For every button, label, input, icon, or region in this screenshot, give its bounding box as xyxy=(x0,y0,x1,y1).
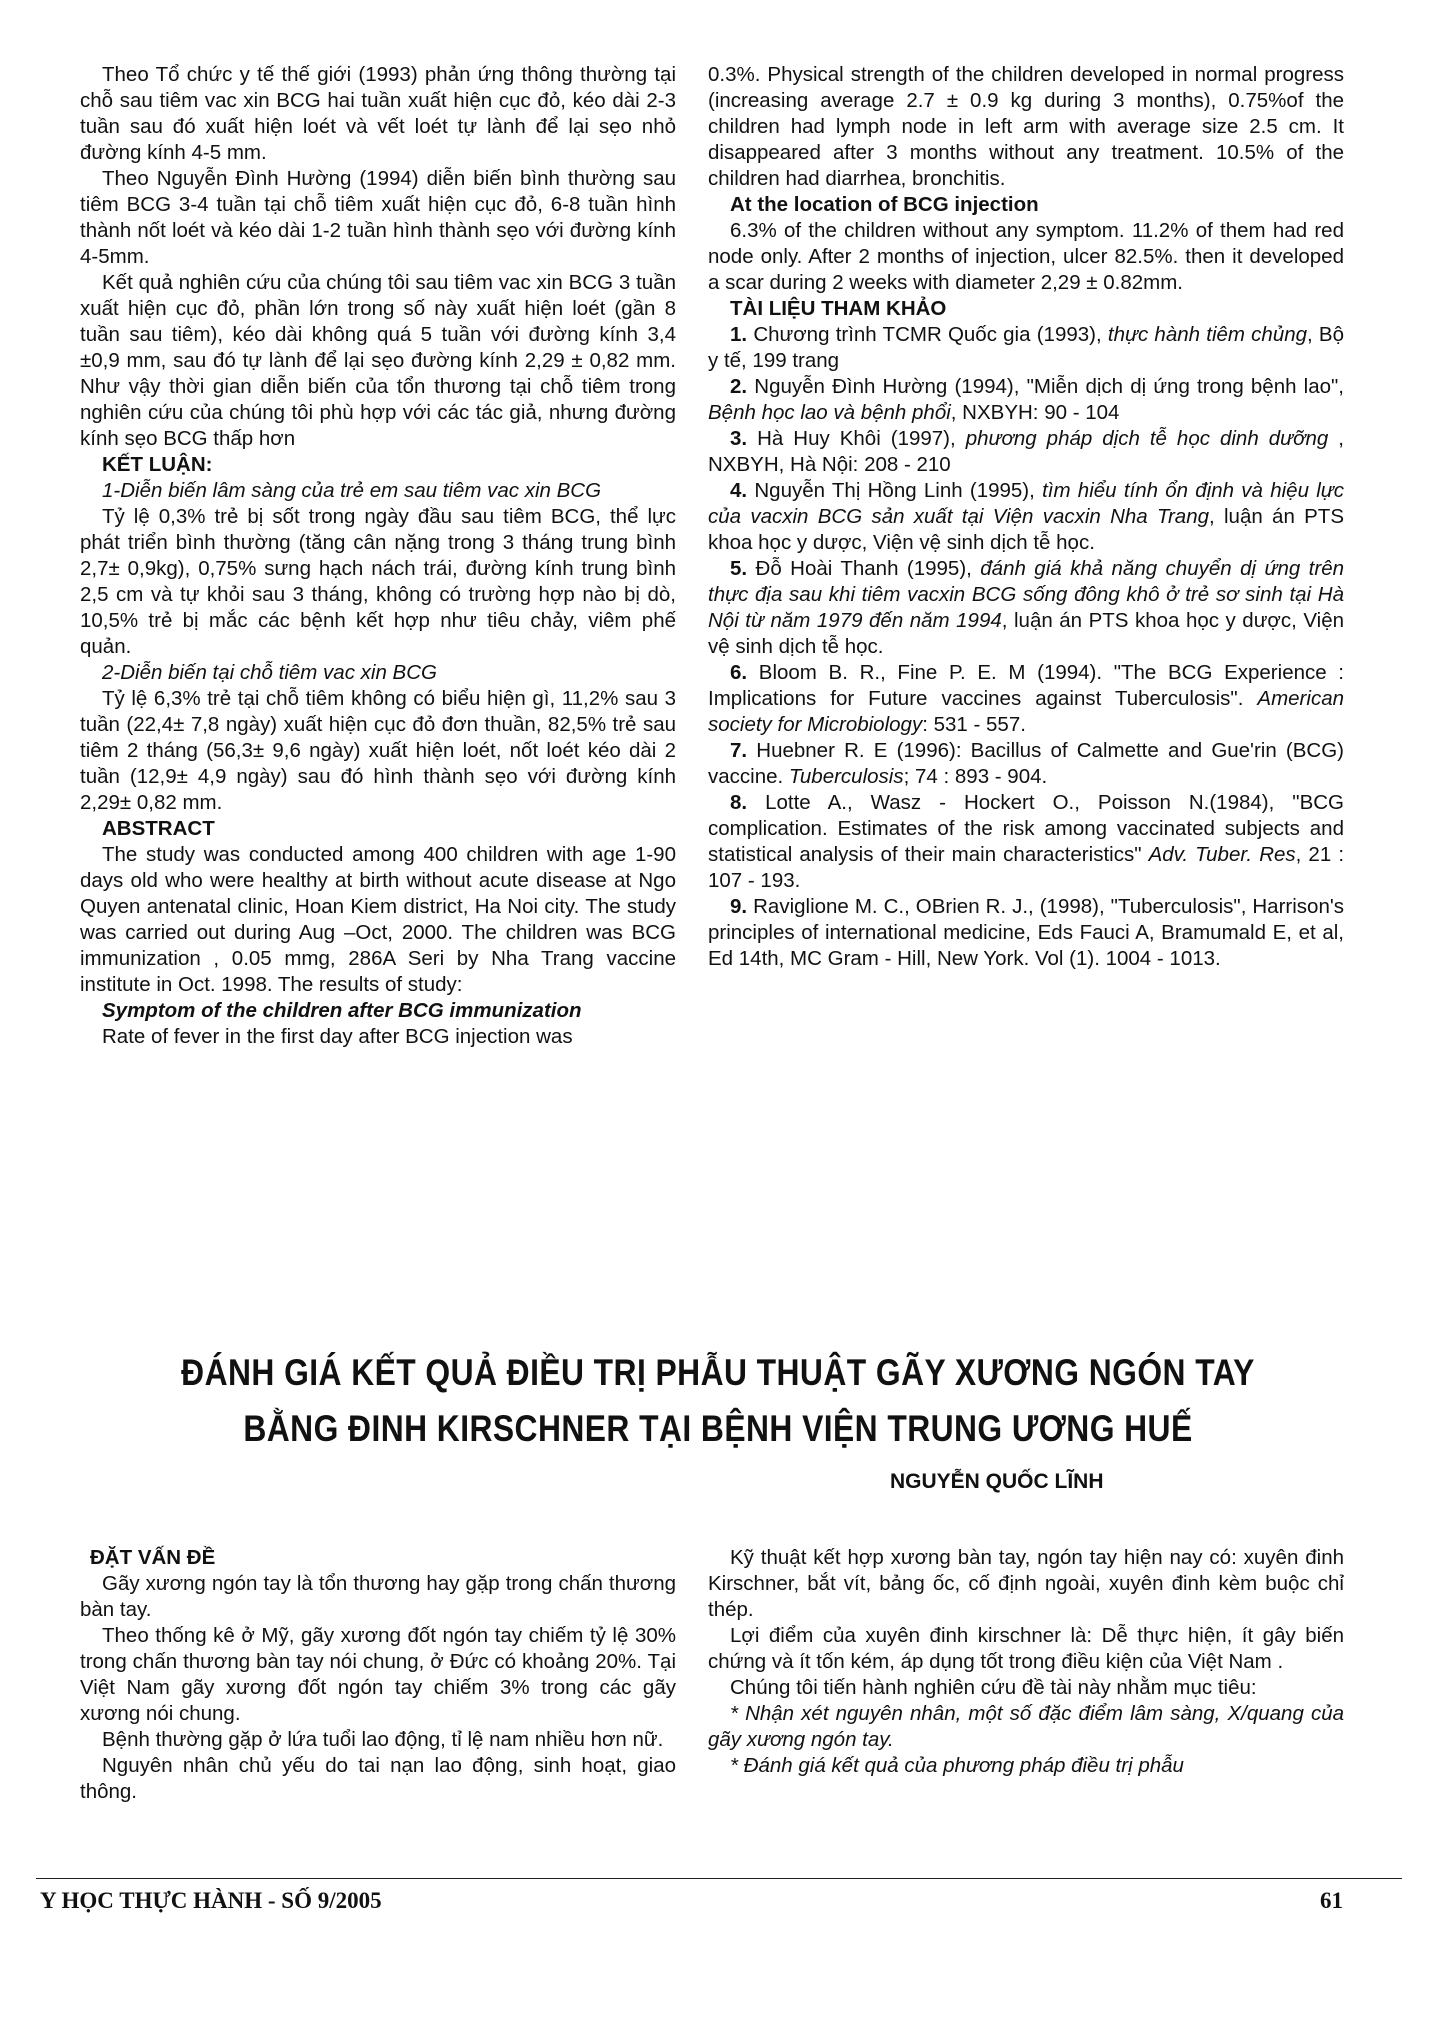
reference-item xyxy=(708,478,1344,556)
reference-source: Tuberculosis xyxy=(788,765,904,788)
paragraph: Bệnh thường gặp ở lứa tuổi lao động, tỉ lệ nam nhiều hơn nữ. xyxy=(102,1728,664,1751)
page-number: 61 xyxy=(1320,1888,1343,1913)
conclusion-heading: KẾT LUẬN: xyxy=(102,453,213,476)
reference-item xyxy=(708,660,1344,738)
reference-details: , 21 : 107 - 193. xyxy=(708,843,1345,892)
subheading: 1-Diễn biến lâm sàng của trẻ em sau tiêm vac xin BCG xyxy=(102,479,602,502)
reference-source: tìm hiểu tính ổn định và hiệu lực của vacxin BCG sản xuất tại Viện vacxin Nha Trang xyxy=(708,479,1345,528)
reference-details: , NXBYH: 90 - 104 xyxy=(950,401,1120,424)
right-column-top xyxy=(708,62,1344,972)
reference-number: 6. xyxy=(730,661,759,684)
subheading: At the location of BCG injection xyxy=(730,193,1039,216)
reference-number: 9. xyxy=(730,895,754,918)
reference-source: Adv. Tuber. Res xyxy=(1148,843,1296,866)
reference-source: American society for Microbiology xyxy=(708,687,1344,736)
reference-text: Raviglione M. C., OBrien R. J., (1998), "Tuberculosis", Harrison's principles of international medicine, Eds Fauci A, Bramumald E, et al, Ed 14th, MC Gram - Hill, New York. Vol (1). 1004 - 1013. xyxy=(708,895,1345,970)
paragraph: Tỷ lệ 6,3% trẻ tại chỗ tiêm không có biểu hiện gì, 11,2% sau 3 tuần (22,4± 7,8 ngày) xuất hiện cục đỏ đơn thuần, 82,5% trẻ sau tiêm 2 tháng (56,3± 9,6 ngày) xuất hiện loét, nốt loét kéo dài 2 tuần (12,9± 4,9 ngày) sau đó hình thành sẹo với đường kính 2,29± 0,82 mm. xyxy=(80,687,676,814)
references-heading: TÀI LIỆU THAM KHẢO xyxy=(730,297,947,320)
reference-number: 1. xyxy=(730,323,754,346)
paragraph: The study was conducted among 400 children with age 1-90 days old who were healthy at birth without acute disease at Ngo Quyen antenatal clinic, Hoan Kiem district, Ha Noi city. The study was carried out during Aug –Oct, 2000. The children was BCG immunization , 0.05 mmg, 286A Seri by Nha Trang vaccine institute in Oct. 1998. The results of study: xyxy=(80,843,676,996)
reference-details: , luận án PTS khoa học y dược, Viện vệ sinh dịch tễ học. xyxy=(708,609,1344,658)
left-column-bottom xyxy=(80,1545,676,1805)
reference-list xyxy=(708,322,1344,972)
reference-source: Bệnh học lao và bệnh phổi xyxy=(708,401,951,424)
objective-item: * Đánh giá kết quả của phương pháp điều trị phẫu xyxy=(730,1754,1184,1777)
paragraph: 0.3%. Physical strength of the children developed in normal progress (increasing average 2.7 ± 0.9 kg during 3 months), 0.75%of the children had lymph node in left arm with average size 2.5 cm. It disappeared after 3 months without any treatment. 10.5% of the children had diarrhea, bronchitis. xyxy=(708,63,1344,190)
paragraph: Kết quả nghiên cứu của chúng tôi sau tiêm vac xin BCG 3 tuần xuất hiện cục đỏ, phần lớn trong số này xuất hiện loét (gần 8 tuần sau tiêm), kéo dài không quá 5 tuần với đường kính 3,4 ±0,9 mm, sau đó tự lành để lại sẹo đường kính 2,29 ± 0,82 mm. Như vậy thời gian diễn biến của tổn thương tại chỗ tiêm trong nghiên cứu của chúng tôi phù hợp với các tác giả, nhưng đường kính sẹo BCG thấp hơn xyxy=(80,271,676,450)
reference-item xyxy=(708,322,1344,374)
reference-text: Lotte A., Wasz - Hockert O., Poisson N.(1984), "BCG complication. Estimates of the risk among vaccinated subjects and statistical analysis of their main characteristics" xyxy=(708,791,1344,866)
reference-item xyxy=(708,790,1344,894)
paragraph: Rate of fever in the first day after BCG injection was xyxy=(102,1025,573,1048)
reference-details: ; 74 : 893 - 904. xyxy=(903,765,1048,788)
paragraph: Theo Nguyễn Đình Hường (1994) diễn biến bình thường sau tiêm BCG 3-4 tuần tại chỗ tiêm xuất hiện cục đỏ, 6-8 tuần hình thành nốt loét và kéo dài 1-2 tuần hình thành sẹo với đường kính 4-5mm. xyxy=(80,167,676,268)
reference-source: phương pháp dịch tễ học dinh dưỡng xyxy=(965,427,1329,450)
reference-number: 5. xyxy=(730,557,756,580)
subheading: 2-Diễn biến tại chỗ tiêm vac xin BCG xyxy=(102,661,437,684)
reference-source: thực hành tiêm chủng xyxy=(1107,323,1308,346)
reference-text: Nguyễn Đình Hường (1994), "Miễn dịch dị ứng trong bệnh lao", xyxy=(754,375,1344,398)
reference-details: , luận án PTS khoa học y dược, Viện vệ sinh dịch tễ học. xyxy=(708,505,1344,554)
reference-number: 2. xyxy=(730,375,755,398)
reference-number: 3. xyxy=(730,427,758,450)
reference-item xyxy=(708,894,1344,972)
reference-details: : 531 - 557. xyxy=(922,713,1026,736)
reference-text: Nguyễn Thị Hồng Linh (1995), xyxy=(754,479,1043,502)
reference-text: Đỗ Hoài Thanh (1995), xyxy=(755,557,981,580)
reference-item xyxy=(708,738,1344,790)
reference-item xyxy=(708,374,1344,426)
reference-text: Chương trình TCMR Quốc gia (1993), xyxy=(753,323,1108,346)
objective-item: * Nhận xét nguyên nhân, một số đặc điểm lâm sàng, X/quang của gãy xương ngón tay. xyxy=(708,1702,1344,1751)
section-heading: ĐẶT VẤN ĐỀ xyxy=(90,1546,216,1569)
paragraph: Nguyên nhân chủ yếu do tai nạn lao động, sinh hoạt, giao thông. xyxy=(80,1754,676,1803)
right-column-bottom xyxy=(708,1545,1344,1779)
subheading: Symptom of the children after BCG immunization xyxy=(102,999,582,1022)
reference-number: 4. xyxy=(730,479,755,502)
reference-number: 7. xyxy=(730,739,757,762)
paragraph: Gãy xương ngón tay là tổn thương hay gặp trong chấn thương bàn tay. xyxy=(80,1572,676,1621)
title-line-1: ĐÁNH GIÁ KẾT QUẢ ĐIỀU TRỊ PHẪU THUẬT GÃY XƯƠNG NGÓN TAY xyxy=(181,1352,1255,1393)
reference-details: , Bộ y tế, 199 trang xyxy=(708,323,1345,372)
article-title xyxy=(101,1345,1336,1457)
author: NGUYỄN QUỐC LĨNH xyxy=(890,1470,1104,1493)
reference-text: Hà Huy Khôi (1997), xyxy=(757,427,966,450)
journal-name: Y HỌC THỰC HÀNH - SỐ 9/2005 xyxy=(40,1888,382,1913)
reference-number: 8. xyxy=(730,791,766,814)
reference-item xyxy=(708,426,1344,478)
reference-item xyxy=(708,556,1344,660)
paragraph: Chúng tôi tiến hành nghiên cứu đề tài này nhằm mục tiêu: xyxy=(730,1676,1257,1699)
paragraph: Lợi điểm của xuyên đinh kirschner là: Dễ thực hiện, ít gây biến chứng và ít tốn kém, áp dụng tốt trong điều kiện của Việt Nam . xyxy=(708,1624,1344,1673)
left-column-top xyxy=(80,62,676,1050)
title-line-2: BẰNG ĐINH KIRSCHNER TẠI BỆNH VIỆN TRUNG ƯƠNG HUẾ xyxy=(243,1408,1193,1449)
reference-text: Huebner R. E (1996): Bacillus of Calmette and Gue'rin (BCG) vaccine. xyxy=(708,739,1344,788)
paragraph: Theo thống kê ở Mỹ, gãy xương đốt ngón tay chiếm tỷ lệ 30% trong chấn thương bàn tay nói chung, ở Đức có khoảng 20%. Tại Việt Nam gãy xương đốt ngón tay chiếm 3% trong các gãy xương nói chung. xyxy=(80,1624,676,1725)
abstract-heading: ABSTRACT xyxy=(102,817,215,840)
reference-source: đánh giá khả năng chuyển dị ứng trên thực địa sau khi tiêm vacxin BCG sống đông khô ở trẻ sơ sinh tại Hà Nội từ năm 1979 đến năm 1994 xyxy=(708,557,1344,632)
reference-details: , NXBYH, Hà Nội: 208 - 210 xyxy=(708,427,1344,476)
paragraph: Theo Tổ chức y tế thế giới (1993) phản ứng thông thường tại chỗ sau tiêm vac xin BCG hai tuần xuất hiện cục đỏ, kéo dài 2-3 tuần sau đó xuất hiện loét và vết loét tự lành để lại sẹo nhỏ đường kính 4-5 mm. xyxy=(80,63,676,164)
paragraph: 6.3% of the children without any symptom. 11.2% of them had red node only. After 2 months of injection, ulcer 82.5%. then it developed a scar during 2 weeks with diameter 2,29 ± 0.82mm. xyxy=(708,219,1344,294)
reference-text: Bloom B. R., Fine P. E. M (1994). "The BCG Experience : Implications for Future vaccines against Tuberculosis". xyxy=(708,661,1345,710)
footer-rule xyxy=(36,1878,1402,1879)
paragraph: Kỹ thuật kết hợp xương bàn tay, ngón tay hiện nay có: xuyên đinh Kirschner, bắt vít, bảng ốc, cố định ngoài, xuyên đinh kèm buộc chỉ thép. xyxy=(708,1546,1344,1621)
paragraph: Tỷ lệ 0,3% trẻ bị sốt trong ngày đầu sau tiêm BCG, thể lực phát triển bình thường (tăng cân nặng trong 3 tháng trung bình 2,7± 0,9kg), 0,75% sưng hạch nách trái, đường kính trung bình 2,5 cm và tự khỏi sau 3 tháng, không có trường hợp nào bị dò, 10,5% trẻ bị mắc các bệnh kết hợp như tiêu chảy, viêm phế quản. xyxy=(80,505,676,658)
